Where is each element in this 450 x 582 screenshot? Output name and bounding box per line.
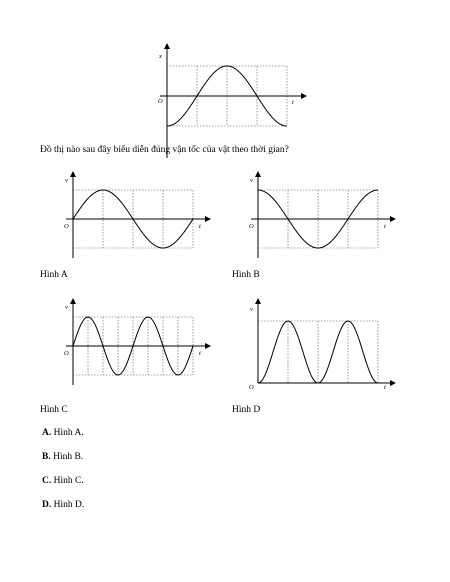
- graph-a: [60, 168, 215, 260]
- origin-label: O: [249, 384, 254, 390]
- y-axis-label: v: [250, 306, 253, 313]
- x-axis-label: t: [384, 384, 386, 390]
- option-a[interactable]: [42, 428, 84, 438]
- graph-d: [245, 295, 400, 390]
- origin-label: O: [249, 223, 254, 230]
- option-text: Hình D.: [53, 500, 85, 510]
- option-letter: C.: [42, 476, 52, 486]
- option-letter: D.: [42, 500, 52, 510]
- caption-b: Hình B: [232, 270, 260, 280]
- y-axis-label: v: [250, 177, 253, 184]
- y-axis-label: x: [159, 53, 162, 60]
- caption-a: Hình A: [40, 270, 68, 280]
- position-time-graph: [150, 40, 310, 160]
- question-text: Đồ thị nào sau đây biểu diễn đúng vận tốc của vật theo thời gian?: [40, 145, 289, 155]
- option-text: Hình B.: [53, 452, 84, 462]
- option-letter: A.: [42, 428, 52, 438]
- origin-label: O: [64, 223, 69, 230]
- x-axis-label: t: [199, 350, 201, 357]
- caption-c: Hình C: [40, 405, 68, 415]
- x-axis-label: t: [199, 223, 201, 230]
- origin-label: O: [64, 350, 69, 357]
- option-d[interactable]: [42, 500, 84, 510]
- option-b[interactable]: [42, 452, 83, 462]
- graph-c: [60, 295, 215, 387]
- x-axis-label: t: [384, 223, 386, 230]
- option-text: Hình C.: [53, 476, 84, 486]
- y-axis-label: v: [65, 177, 68, 184]
- option-letter: B.: [42, 452, 51, 462]
- y-axis-label: v: [65, 304, 68, 311]
- graph-b: [245, 168, 400, 260]
- option-text: Hình A.: [53, 428, 84, 438]
- x-axis-label: t: [292, 99, 294, 106]
- caption-d: Hình D: [232, 405, 261, 415]
- origin-label: O: [158, 98, 163, 105]
- option-c[interactable]: [42, 476, 84, 486]
